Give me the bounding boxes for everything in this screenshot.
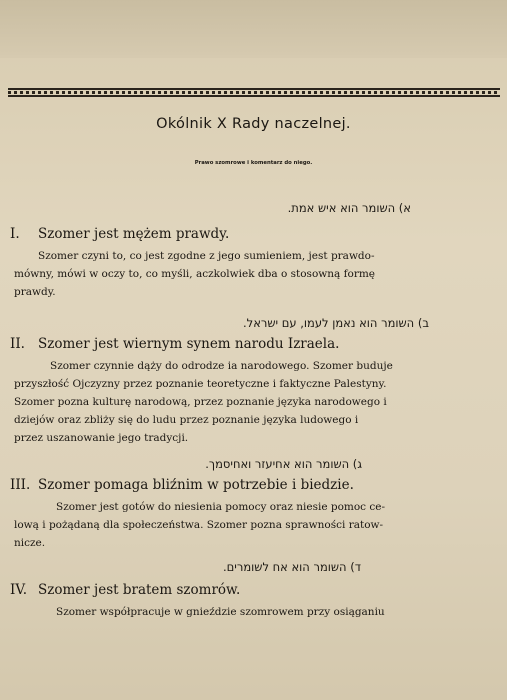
- section-1-line: prawdy.: [14, 286, 56, 298]
- page-title: Okólnik X Rady naczelnej.: [156, 116, 351, 132]
- decorative-rule: [8, 88, 500, 97]
- section-2-heading: [10, 336, 339, 352]
- section-1-heading: [10, 226, 229, 242]
- page-subtitle: Prawo szomrowe i komentarz do niego.: [194, 160, 313, 166]
- section-1-numeral: I.: [10, 226, 20, 242]
- section-4-hebrew: ד) השומר הוא אח לשומרים.: [223, 560, 361, 574]
- section-3-numeral: III.: [10, 477, 31, 493]
- section-4-numeral: IV.: [10, 582, 28, 598]
- section-2-hebrew: ב) השומר הוא נאמן לעמו, עם ישראל.: [243, 316, 429, 330]
- section-3-line: Szomer jest gotów do niesienia pomocy oraz niesie pomoc ce-: [56, 501, 386, 513]
- section-2-line: Szomer czynnie dąży do odrodze ia narodowego. Szomer buduje: [50, 360, 393, 372]
- section-2-line: Szomer pozna kulturę narodową, przez poznanie języka narodowego i: [14, 396, 387, 408]
- section-1-title: Szomer jest mężem prawdy.: [38, 226, 230, 242]
- section-4-heading: [10, 582, 240, 598]
- dark-top-margin: [0, 0, 507, 58]
- section-2-line: przyszłość Ojczyzny przez poznanie teoretyczne i faktyczne Palestyny.: [14, 378, 387, 390]
- section-2-numeral: II.: [10, 336, 25, 352]
- section-3-line: nicze.: [14, 537, 46, 549]
- section-3-hebrew: ג) השומר הוא אחיעזר ואחיסמך.: [205, 457, 362, 471]
- section-2-title: Szomer jest wiernym synem narodu Izraela.: [38, 336, 340, 352]
- section-1-line: mówny, mówi w oczy to, co myśli, aczkolwiek dba o stosowną formę: [14, 268, 376, 280]
- section-4-line: Szomer współpracuje w gnieździe szomrowem przy osiąganiu: [56, 606, 385, 618]
- section-3-heading: [10, 477, 354, 493]
- section-1-hebrew: א) השומר הוא איש אמת.: [287, 201, 411, 215]
- section-3-line: lową i pożądaną dla społeczeństwa. Szomer pozna sprawności ratow-: [14, 519, 384, 531]
- section-3-title: Szomer pomaga bliźnim w potrzebie i biedzie.: [38, 477, 354, 493]
- section-2-line: przez uszanowanie jego tradycji.: [14, 432, 189, 444]
- section-1-line: [38, 250, 488, 262]
- section-4-title: Szomer jest bratem szomrów.: [38, 582, 241, 598]
- text-line: Szomer czyni to, co jest zgodne z jego sumieniem, jest prawdo-: [38, 250, 375, 262]
- section-2-line: dziejów oraz zbliży się do ludu przez poznanie języka ludowego i: [14, 414, 359, 426]
